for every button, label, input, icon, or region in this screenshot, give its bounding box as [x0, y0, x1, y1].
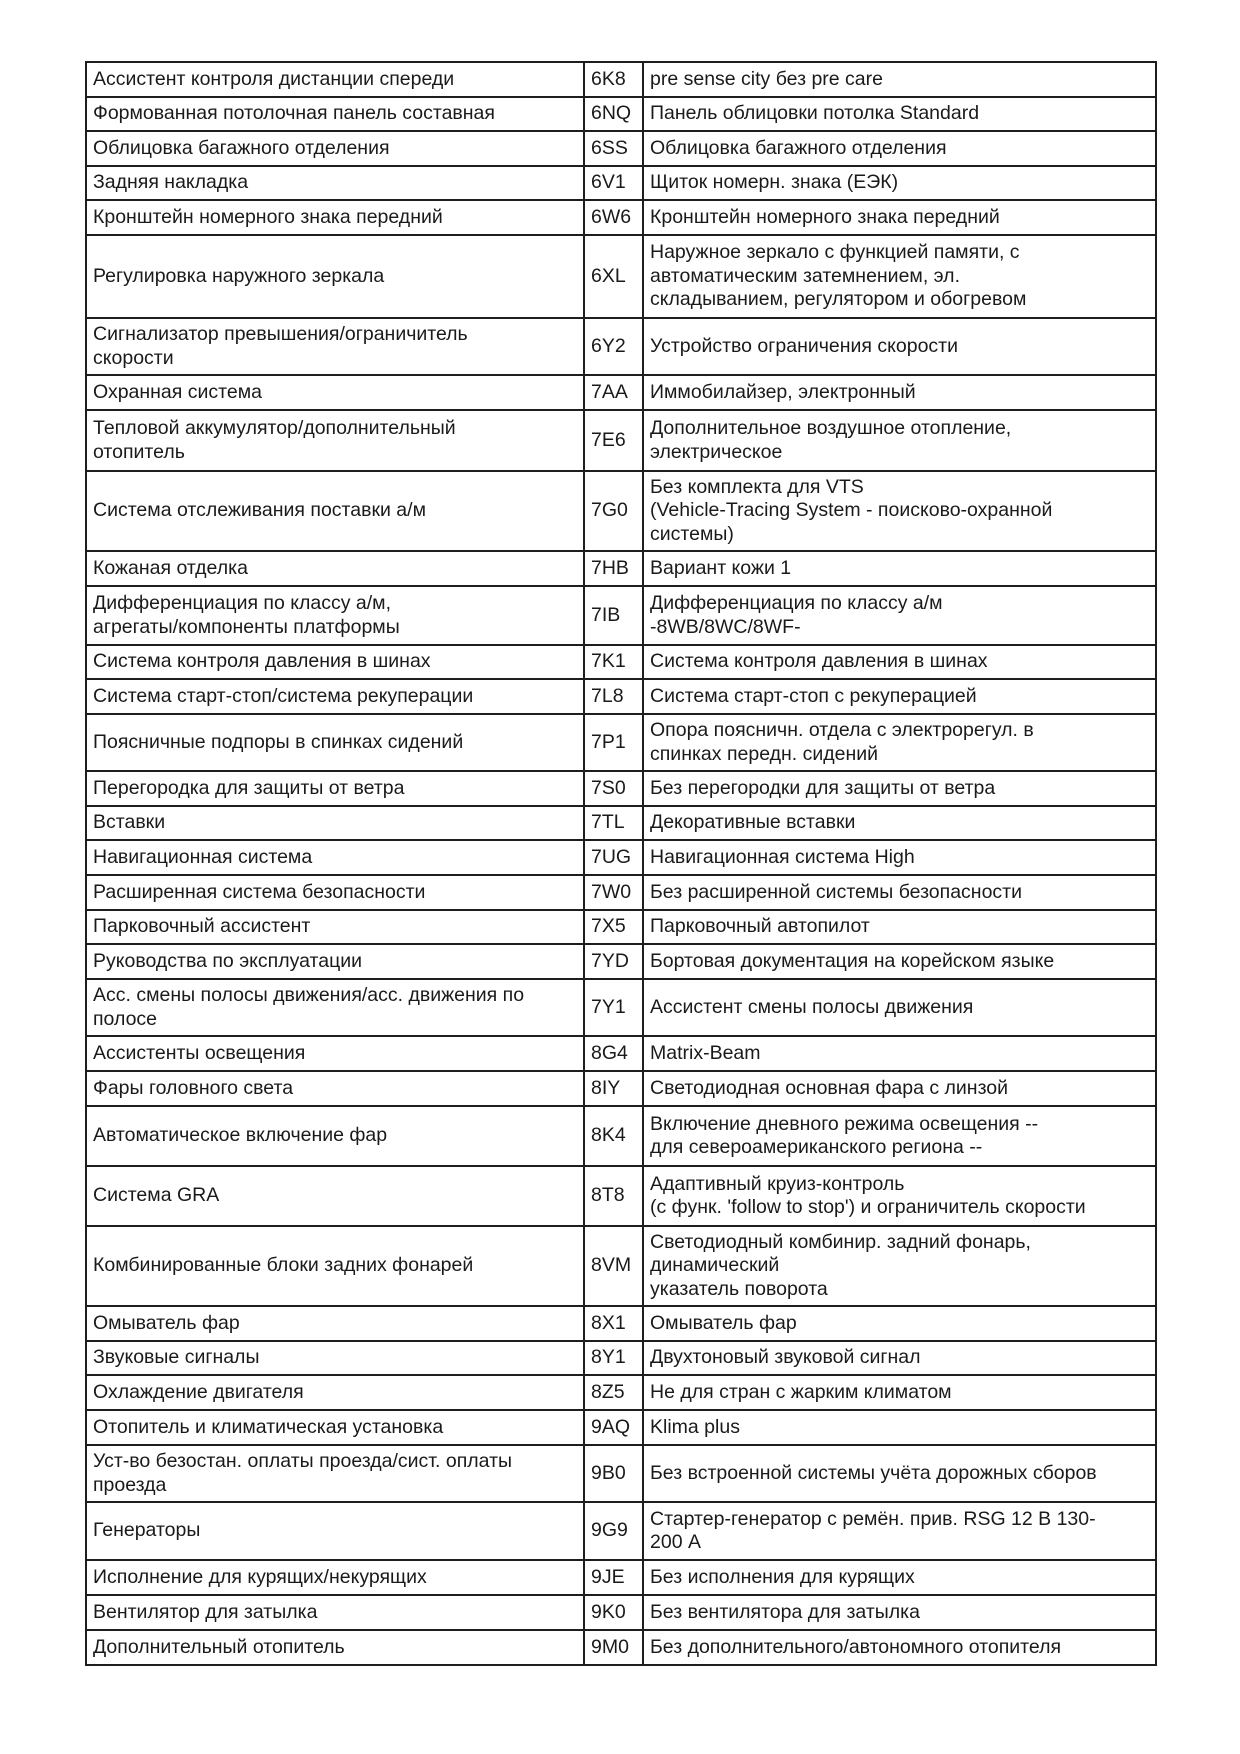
table-row — [86, 1166, 1156, 1226]
feature-cell-line: Охранная система — [93, 380, 262, 403]
code-cell: 9G9 — [584, 1502, 643, 1560]
feature-cell-line: Автоматическое включение фар — [93, 1124, 388, 1147]
code-cell: 6SS — [584, 131, 643, 166]
code-cell: 7S0 — [584, 771, 643, 806]
feature-cell-line: Отопитель и климатическая установка — [93, 1415, 444, 1438]
option-cell — [643, 679, 1156, 714]
option-cell-line: Устройство ограничения скорости — [650, 334, 958, 357]
option-cell-line: Щиток номерн. знака (ЕЭК) — [650, 171, 899, 194]
option-cell-line: автоматическим затемнением, эл. — [650, 264, 960, 287]
option-cell-line: складыванием, регулятором и обогревом — [650, 288, 1027, 311]
option-cell — [643, 1226, 1156, 1306]
table-row — [86, 910, 1156, 944]
feature-cell-line: Вставки — [93, 811, 166, 834]
feature-cell — [86, 1375, 584, 1410]
option-cell — [643, 840, 1156, 875]
code-cell: 7Y1 — [584, 979, 643, 1036]
code-cell: 8G4 — [584, 1036, 643, 1071]
feature-cell — [86, 1410, 584, 1445]
option-cell-line: Без встроенной системы учёта дорожных сборов — [650, 1461, 1097, 1484]
code-cell: 9M0 — [584, 1630, 643, 1665]
table-row — [86, 551, 1156, 586]
table-row — [86, 1375, 1156, 1410]
feature-cell — [86, 771, 584, 806]
option-cell — [643, 1595, 1156, 1630]
feature-cell — [86, 410, 584, 471]
feature-cell — [86, 471, 584, 551]
code-cell: 9K0 — [584, 1595, 643, 1630]
feature-cell — [86, 714, 584, 771]
option-cell-line: Включение дневного режима освещения -- — [650, 1112, 1039, 1135]
option-cell-line: системы) — [650, 522, 734, 545]
code-cell: 6NQ — [584, 97, 643, 131]
table-row — [86, 586, 1156, 645]
option-cell — [643, 200, 1156, 235]
feature-cell-line: Ассистент контроля дистанции спереди — [93, 67, 455, 90]
table-row — [86, 62, 1156, 97]
code-cell: 7YD — [584, 944, 643, 979]
feature-cell-line: Дифференциация по классу а/м, — [93, 592, 391, 614]
feature-cell-line: Уст-во безостан. оплаты проезда/сист. оплаты — [93, 1450, 513, 1472]
feature-cell — [86, 1502, 584, 1560]
code-cell: 7W0 — [584, 875, 643, 910]
option-cell-line: Система контроля давления в шинах — [650, 650, 988, 673]
feature-cell-line: Омыватель фар — [93, 1311, 240, 1334]
option-cell — [643, 875, 1156, 910]
code-cell: 7IB — [584, 586, 643, 645]
option-cell-line: Декоративные вставки — [650, 811, 856, 834]
option-cell — [643, 1036, 1156, 1071]
code-cell: 7E6 — [584, 410, 643, 471]
feature-cell — [86, 910, 584, 944]
option-cell-line: Опора поясничн. отдела с электрорегул. в — [650, 719, 1034, 741]
code-cell: 7TL — [584, 806, 643, 840]
option-cell — [643, 979, 1156, 1036]
feature-cell-line: Кронштейн номерного знака передний — [93, 205, 443, 228]
code-cell: 8K4 — [584, 1106, 643, 1166]
option-cell-line: Дифференциация по классу а/м — [650, 592, 943, 614]
option-cell — [643, 1560, 1156, 1595]
option-cell — [643, 645, 1156, 679]
option-cell — [643, 714, 1156, 771]
table-row — [86, 235, 1156, 318]
feature-cell-line: агрегаты/компоненты платформы — [93, 615, 400, 638]
table-row — [86, 679, 1156, 714]
option-cell — [643, 1306, 1156, 1341]
code-cell: 7AA — [584, 375, 643, 410]
option-cell — [643, 1375, 1156, 1410]
option-cell-line: 200 А — [650, 1531, 701, 1553]
option-cell-line: Парковочный автопилот — [650, 915, 870, 938]
feature-cell-line: Парковочный ассистент — [93, 915, 311, 938]
feature-cell — [86, 1306, 584, 1341]
option-cell — [643, 131, 1156, 166]
feature-cell-line: Расширенная система безопасности — [93, 880, 426, 903]
feature-cell — [86, 200, 584, 235]
feature-cell — [86, 62, 584, 97]
feature-cell — [86, 1226, 584, 1306]
option-cell-line: Навигационная система High — [650, 845, 915, 868]
feature-cell — [86, 318, 584, 375]
feature-cell-line: Кожаная отделка — [93, 556, 248, 579]
feature-cell — [86, 1595, 584, 1630]
option-cell-line: Иммобилайзер, электронный — [650, 380, 916, 403]
option-cell-line: (с функ. 'follow to stop') и ограничитель скорости — [650, 1196, 1086, 1218]
option-cell — [643, 1106, 1156, 1166]
feature-cell-line: Задняя накладка — [93, 171, 249, 194]
option-cell-line: Без расширенной системы безопасности — [650, 880, 1022, 903]
option-cell-line: Без дополнительного/автономного отопителя — [650, 1635, 1062, 1658]
feature-cell-line: Вентилятор для затылка — [93, 1600, 318, 1623]
table-row — [86, 97, 1156, 131]
option-cell-line: Не для стран с жарким климатом — [650, 1380, 952, 1403]
feature-cell — [86, 679, 584, 714]
feature-cell-line: Руководства по эксплуатации — [93, 949, 363, 972]
option-cell — [643, 771, 1156, 806]
option-cell-line: Без перегородки для защиты от ветра — [650, 776, 996, 799]
feature-cell-line: Облицовка багажного отделения — [93, 136, 390, 159]
option-cell-line: для североамериканского региона -- — [650, 1136, 983, 1158]
option-cell-line: Наружное зеркало с функцией памяти, с — [650, 241, 1020, 264]
code-cell: 8Y1 — [584, 1341, 643, 1375]
feature-cell-line: Ассистенты освещения — [93, 1041, 306, 1064]
code-cell: 8IY — [584, 1071, 643, 1106]
option-cell — [643, 62, 1156, 97]
code-cell: 7G0 — [584, 471, 643, 551]
option-cell — [643, 1445, 1156, 1502]
table-row — [86, 1630, 1156, 1665]
table-row — [86, 200, 1156, 235]
option-cell — [643, 1502, 1156, 1560]
code-cell: 6W6 — [584, 200, 643, 235]
table-row — [86, 875, 1156, 910]
option-cell — [643, 551, 1156, 586]
table-row — [86, 1106, 1156, 1166]
option-cell-line: Омыватель фар — [650, 1311, 797, 1334]
table-row — [86, 1036, 1156, 1071]
feature-cell-line: Комбинированные блоки задних фонарей — [93, 1254, 474, 1277]
option-cell-line: Кронштейн номерного знака передний — [650, 205, 1000, 228]
feature-cell-line: Звуковые сигналы — [93, 1346, 260, 1369]
option-cell-line: электрическое — [650, 440, 783, 463]
code-cell: 7L8 — [584, 679, 643, 714]
option-cell-line: Ассистент смены полосы движения — [650, 995, 974, 1018]
option-cell — [643, 471, 1156, 551]
option-cell — [643, 375, 1156, 410]
code-cell: 6XL — [584, 235, 643, 318]
feature-cell-line: скорости — [93, 346, 174, 369]
feature-cell — [86, 166, 584, 200]
option-cell-line: Стартер-генератор с ремён. прив. RSG 12 В 130- — [650, 1507, 1096, 1530]
table-row — [86, 471, 1156, 551]
code-cell: 8Z5 — [584, 1375, 643, 1410]
feature-cell-line: Сигнализатор превышения/ограничитель — [93, 323, 468, 345]
feature-cell-line: Навигационная система — [93, 845, 313, 868]
feature-cell — [86, 1106, 584, 1166]
table-row — [86, 1341, 1156, 1375]
table-row — [86, 1410, 1156, 1445]
table-row — [86, 840, 1156, 875]
option-cell-line: Без исполнения для курящих — [650, 1565, 915, 1588]
code-cell: 7K1 — [584, 645, 643, 679]
option-cell-line: Вариант кожи 1 — [650, 556, 792, 579]
option-cell-line: pre sense city без pre care — [650, 67, 883, 90]
code-cell: 8X1 — [584, 1306, 643, 1341]
feature-cell-line: Регулировка наружного зеркала — [93, 264, 385, 287]
feature-cell — [86, 97, 584, 131]
table-row — [86, 131, 1156, 166]
feature-cell — [86, 235, 584, 318]
table-row — [86, 410, 1156, 471]
table-row — [86, 979, 1156, 1036]
feature-cell — [86, 1166, 584, 1226]
table-row — [86, 1445, 1156, 1502]
code-cell: 9JE — [584, 1560, 643, 1595]
table-row — [86, 1560, 1156, 1595]
feature-cell-line: отопитель — [93, 440, 185, 463]
feature-cell-line: Исполнение для курящих/некурящих — [93, 1565, 427, 1588]
code-cell: 6V1 — [584, 166, 643, 200]
code-cell: 6Y2 — [584, 318, 643, 375]
feature-cell — [86, 375, 584, 410]
option-cell-line: -8WB/8WC/8WF- — [650, 615, 801, 638]
feature-cell — [86, 586, 584, 645]
option-cell-line: Облицовка багажного отделения — [650, 136, 947, 159]
table-row — [86, 1306, 1156, 1341]
feature-cell-line: Фары головного света — [93, 1076, 294, 1099]
table-row — [86, 318, 1156, 375]
table-body — [86, 62, 1156, 1665]
feature-cell-line: полосе — [93, 1007, 158, 1030]
feature-cell-line: Генераторы — [93, 1519, 201, 1542]
option-cell — [643, 806, 1156, 840]
option-cell-line: Адаптивный круиз-контроль — [650, 1172, 905, 1195]
feature-cell-line: Система отслеживания поставки а/м — [93, 499, 426, 522]
code-cell: 7HB — [584, 551, 643, 586]
document-page — [85, 61, 1155, 1666]
option-cell-line: спинках передн. сидений — [650, 742, 879, 765]
feature-cell — [86, 1445, 584, 1502]
feature-cell-line: Перегородка для защиты от ветра — [93, 776, 405, 799]
code-cell: 7P1 — [584, 714, 643, 771]
code-cell: 6K8 — [584, 62, 643, 97]
table-row — [86, 806, 1156, 840]
feature-cell-line: Система контроля давления в шинах — [93, 650, 431, 673]
feature-cell — [86, 1560, 584, 1595]
option-cell-line: Дополнительное воздушное отопление, — [650, 417, 1012, 439]
feature-cell — [86, 1341, 584, 1375]
table-row — [86, 166, 1156, 200]
option-cell — [643, 910, 1156, 944]
feature-cell — [86, 645, 584, 679]
feature-cell-line: Система GRA — [93, 1184, 220, 1207]
feature-cell-line: Система старт-стоп/система рекуперации — [93, 684, 474, 707]
table-row — [86, 1502, 1156, 1560]
feature-cell — [86, 1630, 584, 1665]
feature-cell-line: Тепловой аккумулятор/дополнительный — [93, 417, 456, 439]
option-cell — [643, 586, 1156, 645]
option-cell-line: Бортовая документация на корейском языке — [650, 949, 1055, 972]
code-cell: 9AQ — [584, 1410, 643, 1445]
code-cell: 7UG — [584, 840, 643, 875]
feature-cell — [86, 944, 584, 979]
option-cell-line: динамический — [650, 1254, 780, 1277]
table-row — [86, 375, 1156, 410]
equipment-spec-table — [85, 61, 1157, 1666]
code-cell: 8T8 — [584, 1166, 643, 1226]
option-cell-line: Без вентилятора для затылка — [650, 1600, 920, 1623]
feature-cell — [86, 875, 584, 910]
option-cell — [643, 1410, 1156, 1445]
option-cell-line: Светодиодный комбинир. задний фонарь, — [650, 1230, 1031, 1253]
option-cell — [643, 944, 1156, 979]
feature-cell — [86, 551, 584, 586]
option-cell — [643, 1341, 1156, 1375]
feature-cell — [86, 1071, 584, 1106]
feature-cell — [86, 806, 584, 840]
table-row — [86, 714, 1156, 771]
feature-cell-line: Дополнительный отопитель — [93, 1635, 345, 1658]
feature-cell — [86, 979, 584, 1036]
table-row — [86, 1071, 1156, 1106]
option-cell — [643, 1071, 1156, 1106]
option-cell-line: Без комплекта для VTS — [650, 475, 864, 498]
feature-cell-line: проезда — [93, 1473, 167, 1496]
table-row — [86, 1226, 1156, 1306]
option-cell — [643, 166, 1156, 200]
feature-cell — [86, 131, 584, 166]
option-cell — [643, 97, 1156, 131]
option-cell-line: (Vehicle-Tracing System - поисково-охранной — [650, 499, 1053, 522]
feature-cell-line: Формованная потолочная панель составная — [93, 102, 495, 125]
table-row — [86, 645, 1156, 679]
feature-cell-line: Поясничные подпоры в спинках сидений — [93, 730, 464, 753]
option-cell-line: Matrix-Beam — [650, 1041, 761, 1064]
code-cell: 7X5 — [584, 910, 643, 944]
option-cell — [643, 318, 1156, 375]
option-cell-line: Светодиодная основная фара с линзой — [650, 1076, 1009, 1099]
option-cell-line: указатель поворота — [650, 1277, 828, 1300]
code-cell: 8VM — [584, 1226, 643, 1306]
option-cell-line: Система старт-стоп с рекуперацией — [650, 684, 977, 707]
option-cell — [643, 235, 1156, 318]
option-cell-line: Двухтоновый звуковой сигнал — [650, 1346, 921, 1369]
option-cell — [643, 1166, 1156, 1226]
feature-cell-line: Асс. смены полосы движения/асс. движения по — [93, 984, 525, 1006]
option-cell — [643, 410, 1156, 471]
option-cell-line: Klima plus — [650, 1415, 740, 1438]
feature-cell-line: Охлаждение двигателя — [93, 1380, 304, 1403]
option-cell — [643, 1630, 1156, 1665]
feature-cell — [86, 840, 584, 875]
code-cell: 9B0 — [584, 1445, 643, 1502]
table-row — [86, 1595, 1156, 1630]
table-row — [86, 944, 1156, 979]
option-cell-line: Панель облицовки потолка Standard — [650, 102, 980, 125]
table-row — [86, 771, 1156, 806]
feature-cell — [86, 1036, 584, 1071]
